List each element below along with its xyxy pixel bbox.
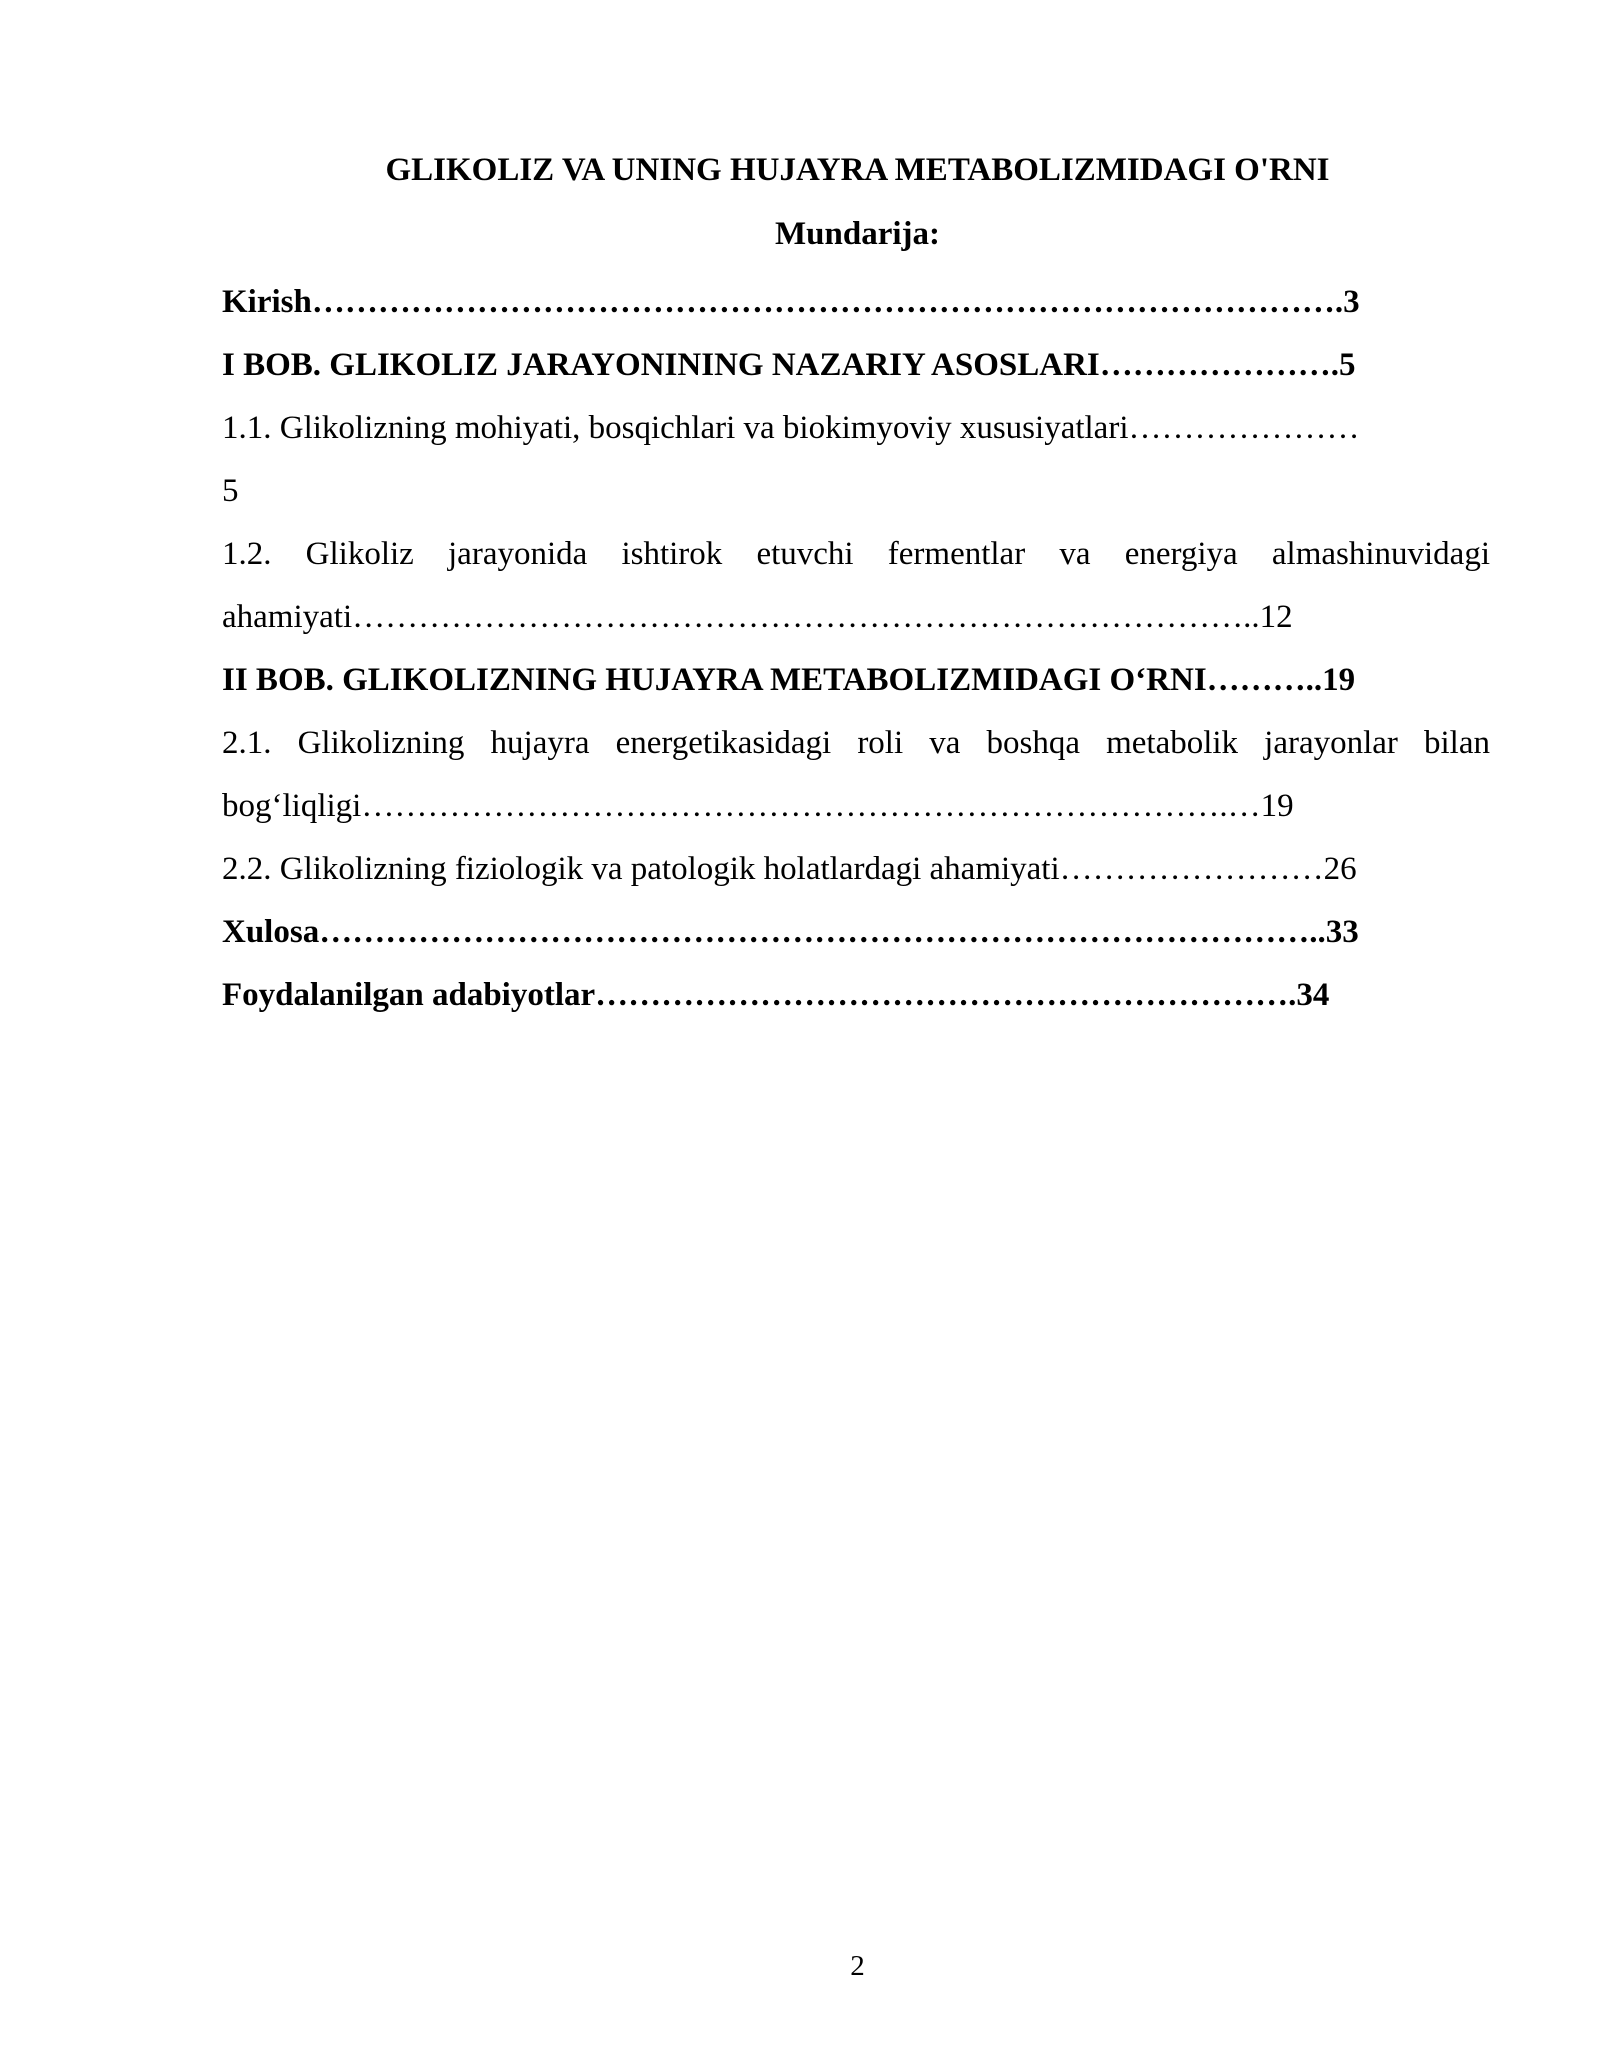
toc-entry-section-1-2-continued: ahamiyati………………………………………………………………………..12 [222,599,1293,635]
document-title: GLIKOLIZ VA UNING HUJAYRA METABOLIZMIDAGI O'RNI [385,152,1330,188]
table-of-contents [222,271,1490,1027]
toc-heading: Mundarija: [775,216,940,252]
toc-entry-section-2-1-continued: bog‘liqligi…………………………………………………………………….…19 [222,788,1294,824]
toc-entry-references: Foydalanilgan adabiyotlar……………………………………………………….34 [222,977,1330,1013]
toc-entry-section-1-1-page: 5 [222,473,239,509]
page-number: 2 [850,1950,865,1982]
toc-entry-chapter-1: I BOB. GLIKOLIZ JARAYONINING NAZARIY ASOSLARI………………….5 [222,347,1356,383]
toc-entry-section-1-2: 1.2. Glikoliz jarayonida ishtirok etuvchi fermentlar va energiya almashinuvidagi [222,536,1490,572]
toc-entry-chapter-2: II BOB. GLIKOLIZNING HUJAYRA METABOLIZMIDAGI O‘RNI………..19 [222,662,1356,698]
toc-entry-section-2-2: 2.2. Glikolizning fiziologik va patologik holatlardagi ahamiyati……………………26 [222,851,1357,887]
toc-entry-xulosa: Xulosa………………………………………………………………………………..33 [222,914,1359,950]
toc-entry-section-2-1: 2.1. Glikolizning hujayra energetikasidagi roli va boshqa metabolik jarayonlar bilan [222,725,1490,761]
toc-entry-kirish: Kirish………………………………………………………………………………….3 [222,284,1360,320]
toc-entry-section-1-1: 1.1. Glikolizning mohiyati, bosqichlari va biokimyoviy xususiyatlari………………… [222,410,1360,446]
